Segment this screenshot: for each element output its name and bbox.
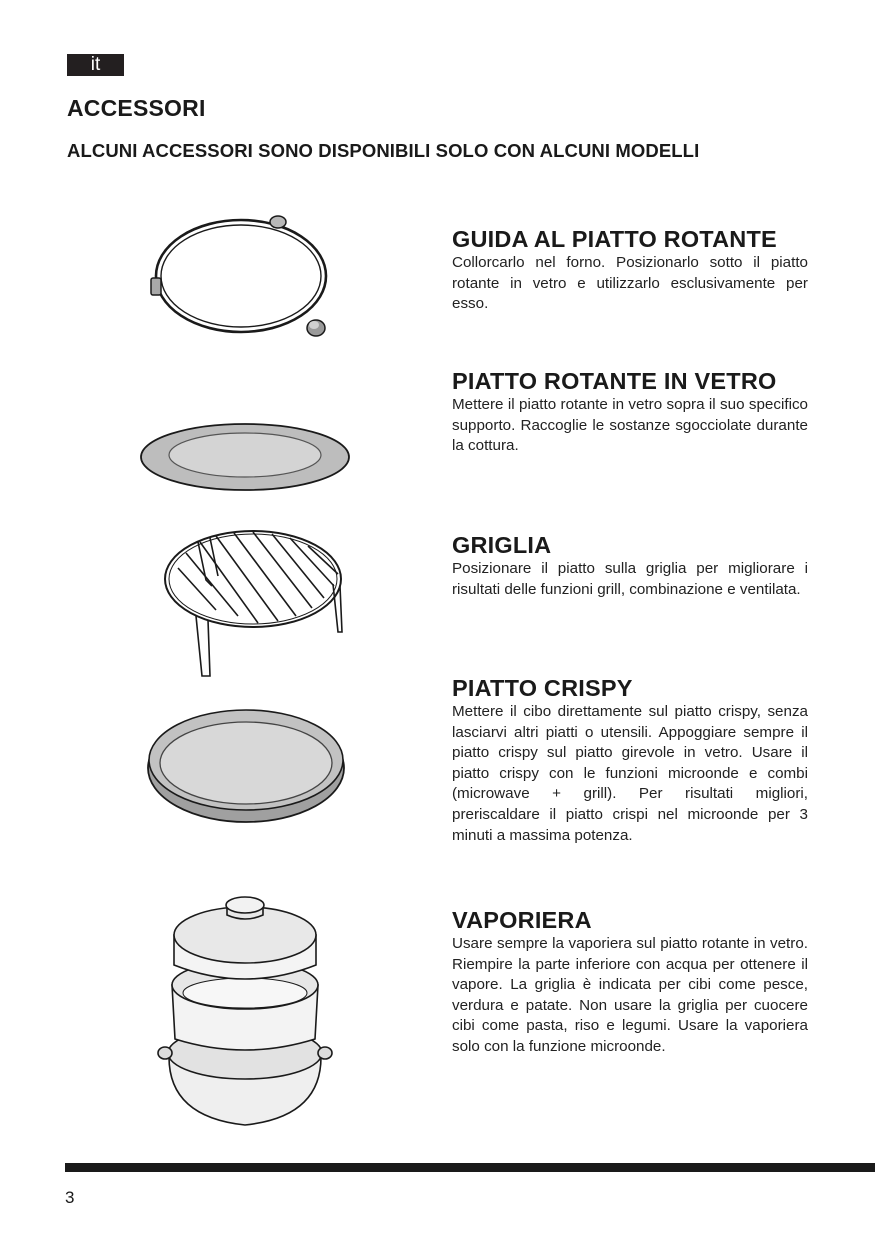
accessory-description: Collorcarlo nel forno. Posizionarlo sotto il piatto rotante in vetro e utilizzarlo esclusivamente per esso. xyxy=(452,254,808,313)
accessory-title: PIATTO CRISPY xyxy=(452,675,633,701)
accessory-title: VAPORIERA xyxy=(452,907,592,933)
grill-rack-illustration xyxy=(158,528,348,683)
accessory-steamer xyxy=(452,906,808,1058)
glass-turntable-illustration xyxy=(138,420,353,495)
accessory-title: PIATTO ROTANTE IN VETRO xyxy=(452,368,777,394)
language-tag: it xyxy=(67,54,124,76)
accessory-title: GRIGLIA xyxy=(452,532,552,558)
accessory-description: Posizionare il piatto sulla griglia per migliorare i risultati delle funzioni grill, combinazione e ventilata. xyxy=(452,560,808,598)
crisp-plate-illustration xyxy=(146,700,346,830)
page-number: 3 xyxy=(65,1188,75,1207)
accessory-glass-turntable xyxy=(452,367,808,457)
accessory-description: Usare sempre la vaporiera sul piatto rotante in vetro. Riempire la parte inferiore con acqua per ottenere il vapore. La griglia è indicata per cibi come pesce, verdura e patate. Non usare la griglia per cuocere cibi come pasta, riso e legumi. Usare la vaporiera solo con la funzione microonde. xyxy=(452,935,808,1055)
accessory-title: GUIDA AL PIATTO ROTANTE xyxy=(452,226,777,252)
accessory-turntable-support xyxy=(452,225,808,315)
footer-divider xyxy=(65,1163,875,1172)
page-subtitle: ALCUNI ACCESSORI SONO DISPONIBILI SOLO CON ALCUNI MODELLI xyxy=(67,140,700,161)
accessory-description: Mettere il piatto rotante in vetro sopra il suo specifico supporto. Raccoglie le sostanze sgocciolate durante la cottura. xyxy=(452,396,808,455)
steamer-illustration xyxy=(155,893,335,1128)
page-title: ACCESSORI xyxy=(67,95,206,121)
turntable-support-ring-illustration xyxy=(140,208,360,348)
accessory-grill-rack xyxy=(452,531,808,600)
accessory-description: Mettere il cibo direttamente sul piatto crispy, senza lasciarvi altri piatti o utensili. Appoggiare sempre il piatto crispy sul piatto girevole in vetro. Usare il piatto crispy con le funzioni microonde e combi (microwave + grill). Per risultati migliori, preriscaldare il piatto crispi nel microonde per 3 minuti a massima potenza. xyxy=(452,703,808,844)
accessory-crisp-plate xyxy=(452,674,808,846)
